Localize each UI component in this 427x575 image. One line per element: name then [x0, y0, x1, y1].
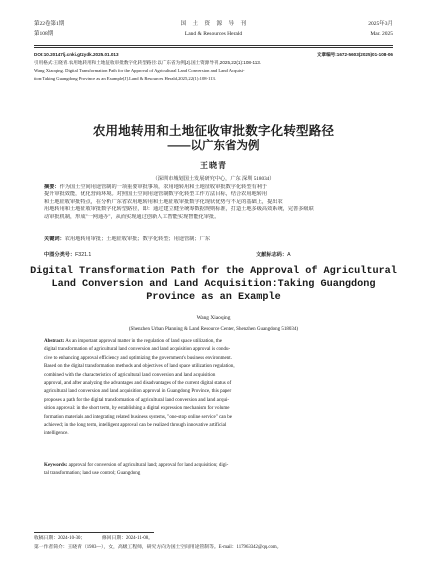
citation-en-line1: Wang Xiaoqing. Digital Transformation Path for the Approval of Agricultural Land Conversion and Land Acquisi-	[34, 68, 245, 73]
citation-en-line2: tion:Taking Guangdong Province as an Example[J].Land & Resources Herald,2025,22(1):108-113.	[34, 76, 216, 81]
keywords-en-label: Keywords:	[44, 463, 68, 468]
keywords-cn-label: 关键词：	[44, 236, 65, 242]
article-number: 文章编号:1672-5603(2025)01-108-06	[316, 52, 393, 57]
citation-cn: 引用格式:王晓青.农用地转用和土地征收审批数字化转型路径:以广东省为例[J].国土资源导刊,2025,22(1):108-113.	[34, 60, 262, 65]
page-title-en-line1: Digital Transformation Path for the Approval of Agricultural	[30, 266, 397, 277]
document-code: 文献标志码：A	[256, 252, 291, 258]
abstract-en: Abstract: As an important approval matter in the regulation of land space utilization, the digital transformation of agricultural land conversion and land acquisition approval is condu- cive to enhancing approval efficiency and optimizing the government's business environment. Based on the digital transformation methods and objectives of land space utilization regulation, combined with the characteristics of agricultural land conversion and land acquisition approval, and after analyzing the advantages and disadvantages of the current digital status of agricultural land conversion and land acquisition approval in Guangdong Province, this paper proposes a path for the digital transformation of agricultural land conversion and land acqui- sition approval: in the short term, by establishing a digital expression mechanism for volume formation materials and integrating related business systems, "one-stop online service" can be achieved; in the long term, intelligent approval can be realized through innovative artificial intelligence.	[44, 339, 235, 437]
header-issue: 第108期	[34, 31, 54, 37]
abstract-cn-label: 摘要：	[44, 184, 60, 190]
affiliation-en: (Shenzhen Urban Planning & Land Resource Center, Shenzhen Guangdong 518034)	[128, 327, 299, 332]
footnote-received: 收稿日期：2024-10-30； 修回日期：2024-11-08。	[34, 536, 153, 541]
header-date-cn: 2025年3月	[368, 21, 393, 27]
page-title-cn: 农用地转用和土地征收审批数字化转型路径	[92, 124, 335, 138]
author-en: Wang Xiaoqing	[196, 315, 231, 321]
abstract-cn: 摘要：作为国土空间用途管制的一项重要审批事项，农用地转用和土地征收审批数字化转型有利于 提升审批效能，优化营商环境。对照国土空间用途管制数字化转型工作方法目标，结合农用地转用 和土地征收审批特点，在分析广东省农用地转用和土地征收审批数字化现状优势与不足的基础上，提出农 用地转用和土地征收审批数字化转型路径，即：通过建立健全统筹数据规则标准，打造土地多级高效系统，完善多级联 动审批机制，形成"一网通办"，从而实现通过创新人工智能实现智能化审批。	[44, 184, 314, 220]
keywords-cn: 关键词：农用地转用审批；土地征收审批；数字化转型；用途管制；广东	[44, 236, 211, 242]
keywords-en: Keywords: approval for conversion of agricultural land; approval for land acquisition; digi- tal transformation; land use control; Guangdong	[44, 463, 229, 477]
footnote-rule	[34, 532, 154, 533]
header-journal-cn: 国 土 资 源 导 刊	[180, 21, 247, 27]
header-volume: 第22卷第1期	[34, 21, 65, 27]
header-rule-thin	[34, 47, 393, 48]
header-date-en: Mar. 2025	[370, 31, 393, 37]
doi: DOI:10.20147/j.cnki.gtzydk.2025.01.013	[34, 52, 119, 57]
affiliation-cn: （深圳市城划国土发展研究中心，广东 深圳 518034）	[152, 176, 275, 182]
header-journal-en: Land & Resources Herald	[184, 31, 243, 37]
author-cn: 王晓青	[200, 161, 227, 170]
page-subtitle-cn: ——以广东省为例	[167, 140, 260, 152]
page-title-en-line2: Land Conversion and Land Acquisition:Taking Guangdong	[51, 279, 376, 290]
classification-number: 中图分类号：F321.1	[44, 252, 92, 258]
page-title-en-line3: Province as an Example	[146, 292, 281, 303]
footnote-author-bio: 第一作者简介：王晓青（1983—），女，高级工程师，研究方向为国土空间用途管制等。E-mail：117963342@qq.com。	[34, 545, 282, 550]
abstract-en-label: Abstract:	[44, 339, 65, 344]
